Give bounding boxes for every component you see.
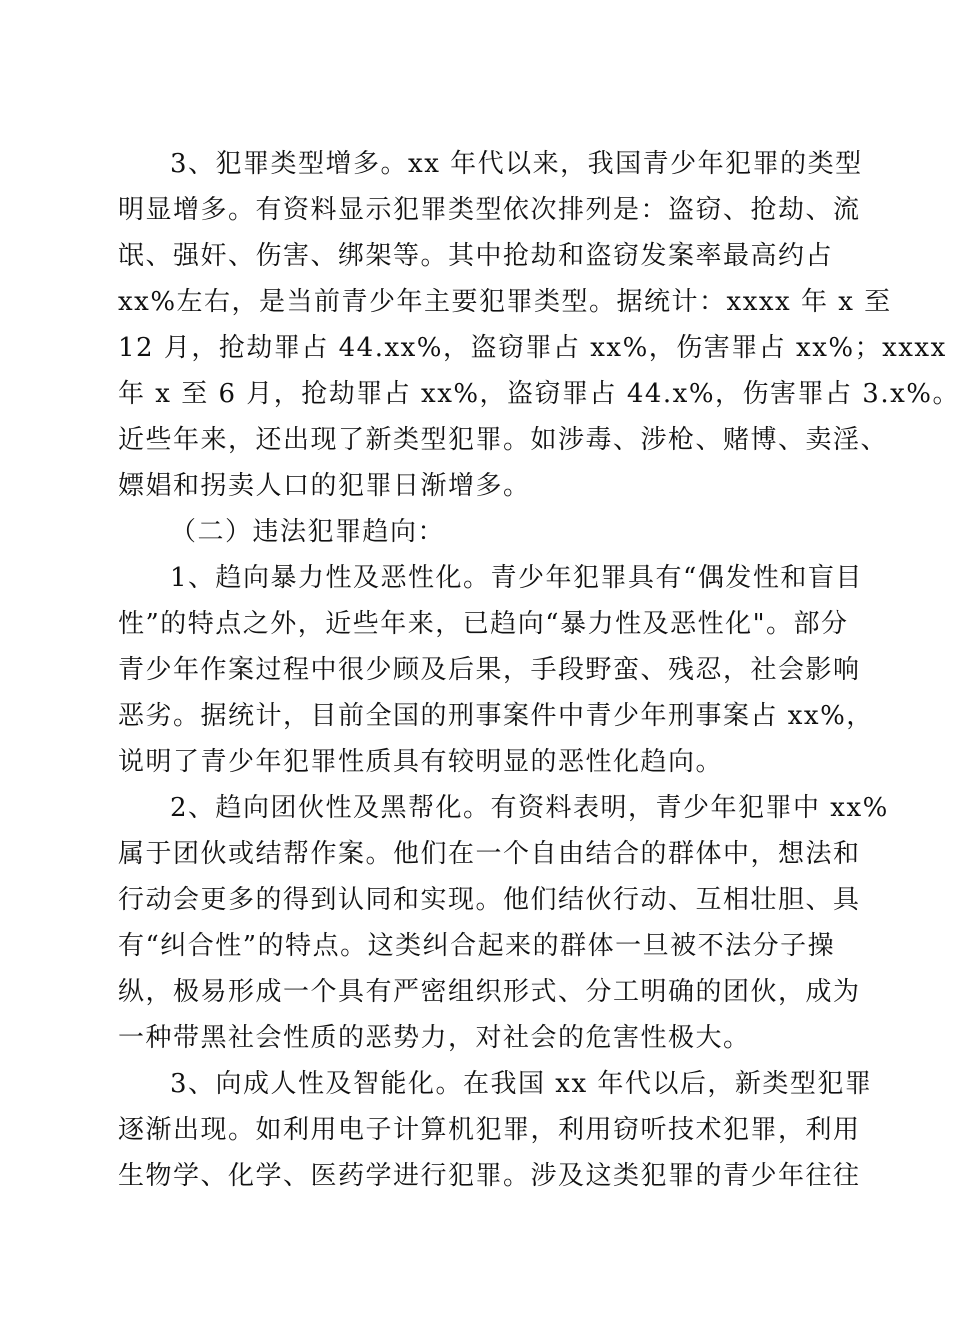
text-line: 明显增多。有资料显示犯罪类型依次排列是：盗窃、抢劫、流 [118, 195, 861, 225]
text-line: 属于团伙或结帮作案。他们在一个自由结合的群体中，想法和 [118, 839, 861, 869]
text-line: 12 月，抢劫罪占 44.xx%，盗窃罪占 xx%，伤害罪占 xx%；xxxx [118, 333, 947, 363]
text-line: 近些年来，还出现了新类型犯罪。如涉毒、涉枪、赌博、卖淫、 [118, 425, 889, 455]
text-line: 年 x 至 6 月，抢劫罪占 xx%，盗窃罪占 44.x%，伤害罪占 3.x%。 [118, 379, 960, 409]
text-line: 氓、强奸、伤害、绑架等。其中抢劫和盗窃发案率最高约占 [118, 241, 834, 271]
text-line: 嫖娼和拐卖人口的犯罪日渐增多。 [118, 471, 531, 501]
section-heading [118, 509, 832, 555]
text-line: 青少年作案过程中很少顾及后果，手段野蛮、残忍，社会影响 [118, 655, 861, 685]
text-line: 生物学、化学、医药学进行犯罪。涉及这类犯罪的青少年往往 [118, 1161, 861, 1191]
text-line: 2、趋向团伙性及黑帮化。有资料表明，青少年犯罪中 xx% [170, 793, 889, 823]
text-line: 说明了青少年犯罪性质具有较明显的恶性化趋向。 [118, 747, 724, 777]
text-line: 纵，极易形成一个具有严密组织形式、分工明确的团伙，成为 [118, 977, 861, 1007]
text-line: 行动会更多的得到认同和实现。他们结伙行动、互相壮胆、具 [118, 885, 861, 915]
text-line: 性”的特点之外，近些年来，已趋向“暴力性及恶性化"。部分 [118, 609, 849, 639]
text-line: 1、趋向暴力性及恶性化。青少年犯罪具有“偶发性和盲目 [170, 563, 863, 593]
paragraph-adult-intelligent-trend [118, 1061, 873, 1199]
paragraph-gang-trend [118, 785, 889, 1061]
text-line: 逐渐出现。如利用电子计算机犯罪，利用窃听技术犯罪，利用 [118, 1115, 861, 1145]
paragraph-crime-types [118, 141, 960, 509]
text-line: 一种带黑社会性质的恶势力，对社会的危害性极大。 [118, 1023, 751, 1053]
text-line: 恶劣。据统计，目前全国的刑事案件中青少年刑事案占 xx%， [118, 701, 874, 731]
text-line: 有“纠合性”的特点。这类纠合起来的群体一旦被不法分子操 [118, 931, 836, 961]
text-line: 3、向成人性及智能化。在我国 xx 年代以后，新类型犯罪 [170, 1069, 873, 1099]
text-line: 3、犯罪类型增多。xx 年代以来，我国青少年犯罪的类型 [170, 149, 863, 179]
section-heading-text: （二）违法犯罪趋向： [170, 517, 446, 547]
document-page [118, 141, 960, 1199]
text-line: xx%左右，是当前青少年主要犯罪类型。据统计：xxxx 年 x 至 [118, 287, 892, 317]
paragraph-violence-trend [118, 555, 874, 785]
